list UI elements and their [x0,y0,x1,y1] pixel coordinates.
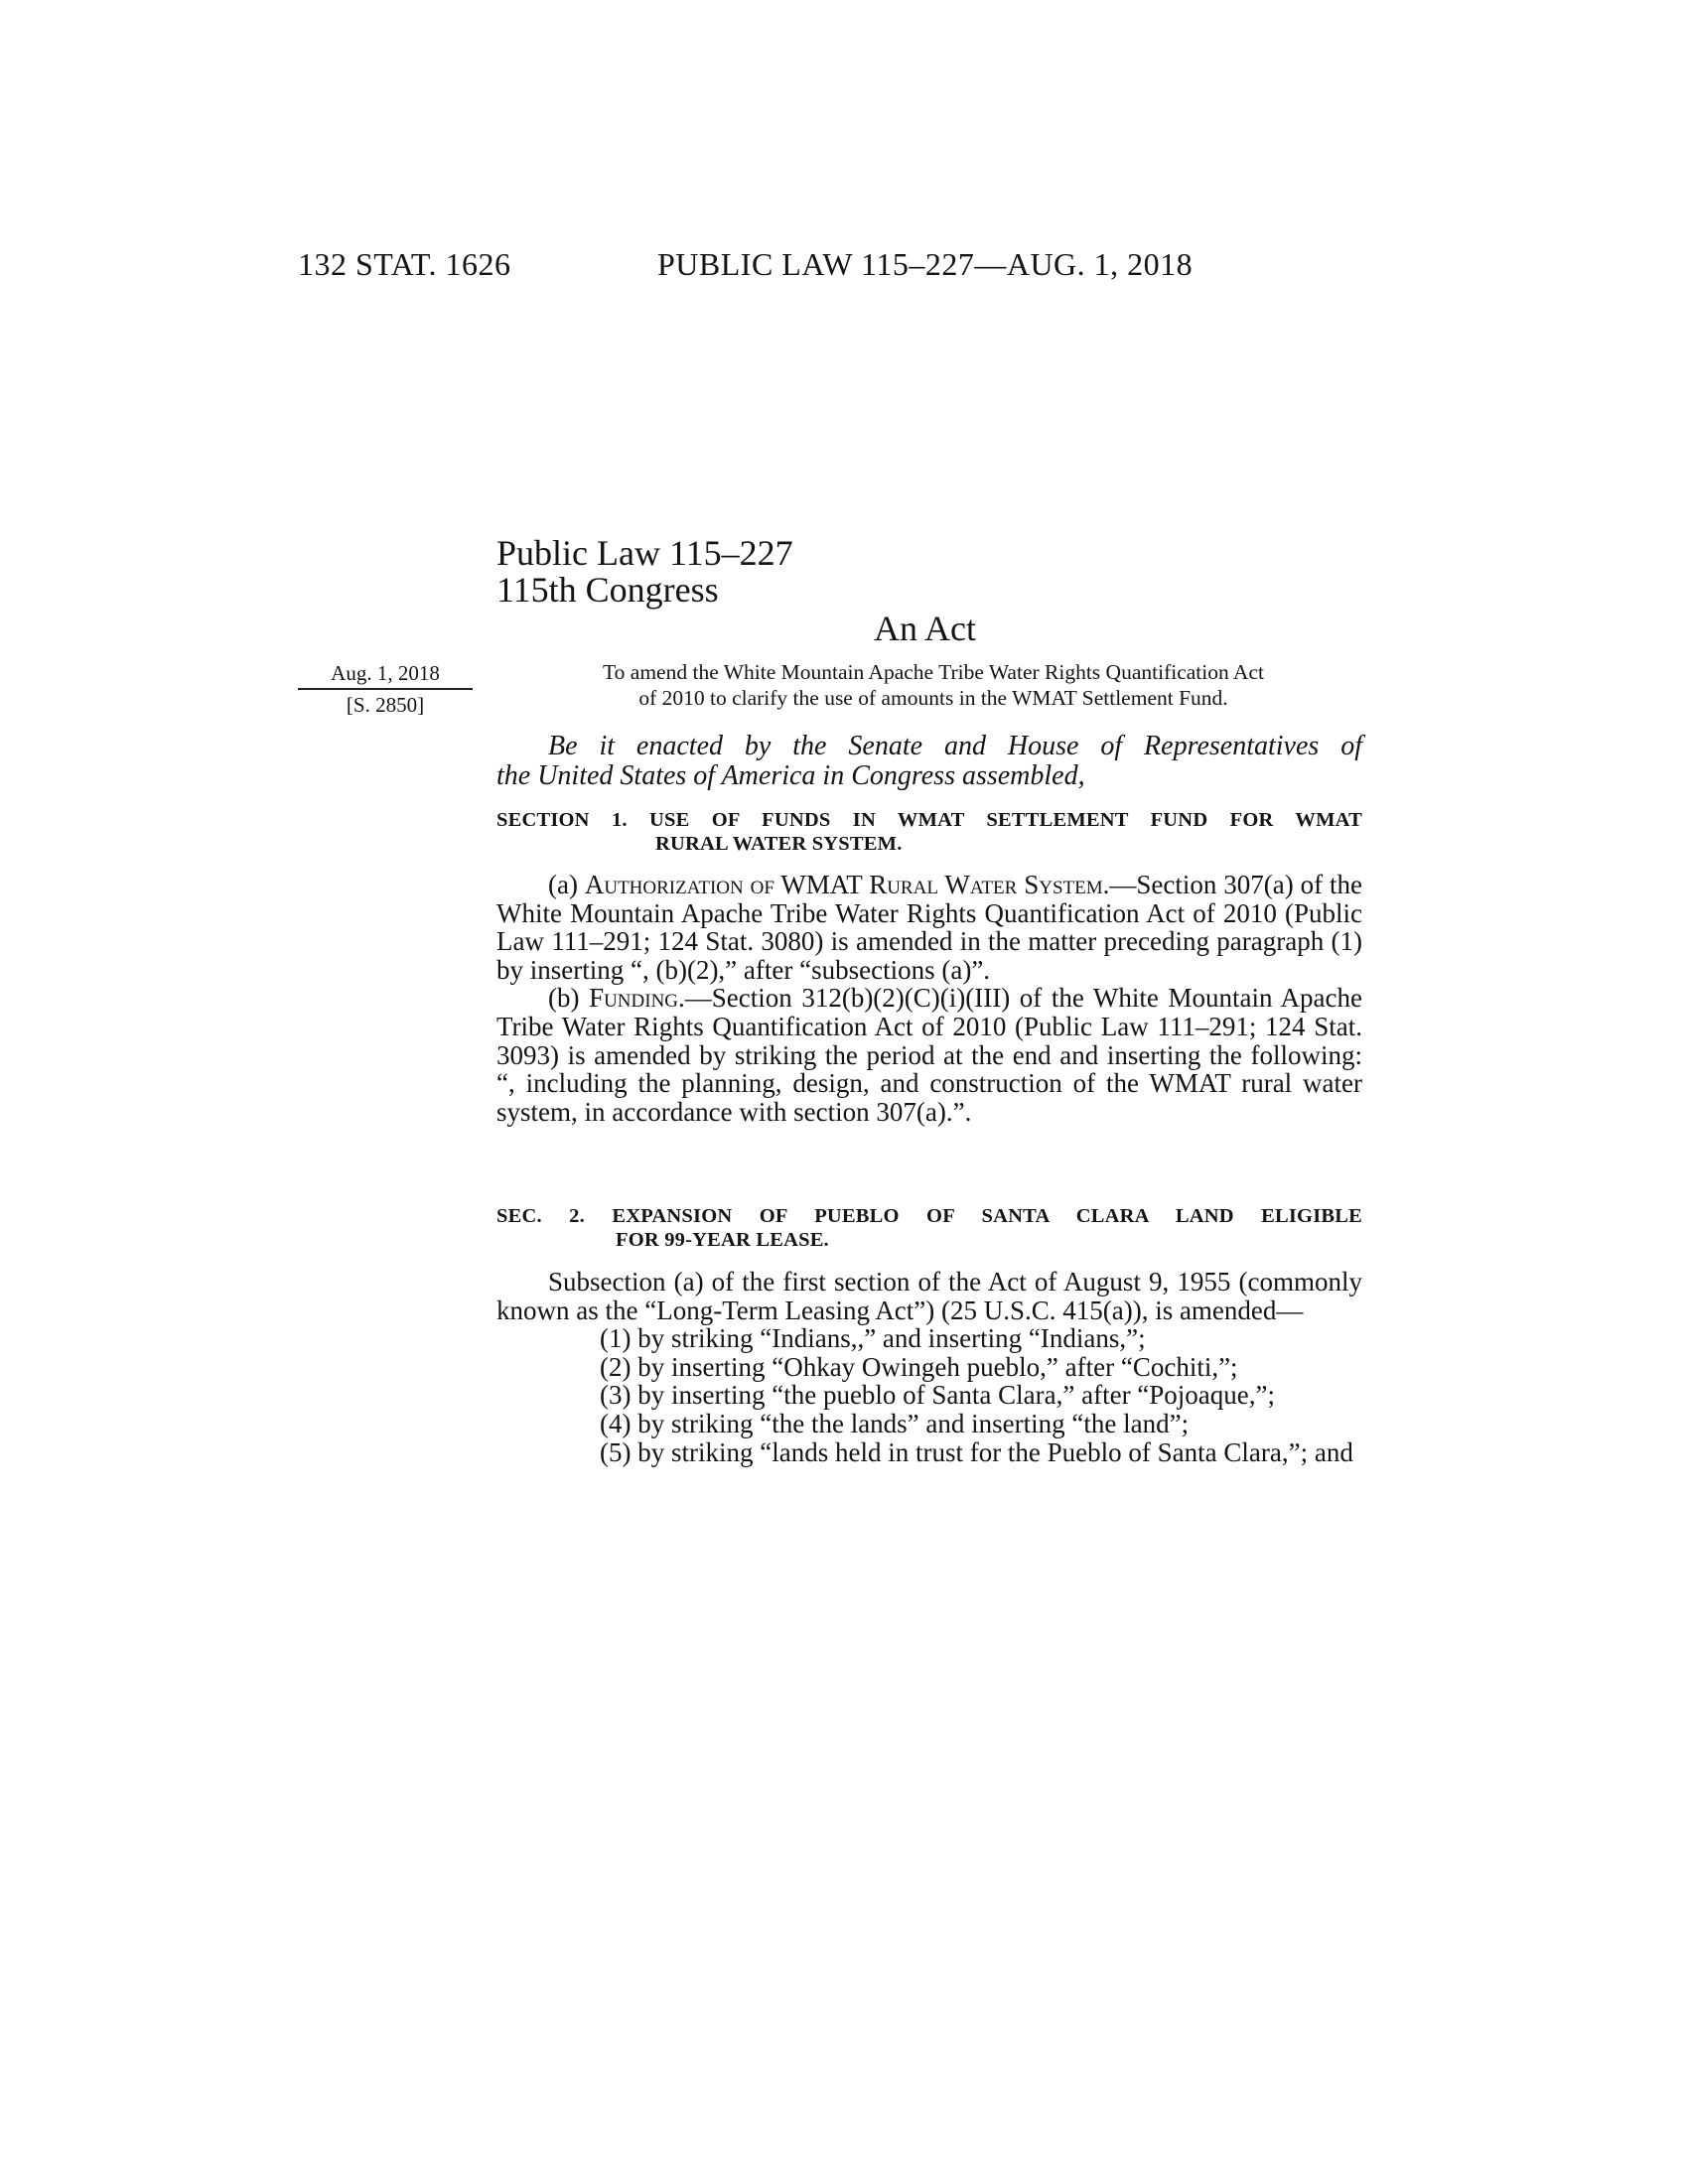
section-heading-line: SECTION 1. USE OF FUNDS IN WMAT SETTLEMENT FUND FOR WMAT [496,809,1362,831]
list-item: (1) by striking “Indians,,” and inserting “Indians,”; [600,1323,1146,1354]
page-reference: 132 STAT. 1626 [298,246,511,282]
section-2-intro: Subsection (a) of the first section of the Act of August 9, 1955 (commonly known as the “Long-Term Leasing Act”) (25 U.S.C. 415(a)), is amended— [496,1267,1362,1325]
subsection-text: .—Section 307(a) of the White Mountain Apache Tribe Water Rights Quantification Act of 2010 (Public Law 111–291; 124 Stat. 3080) is amended in the matter preceding paragraph (1) by inserting “, (b)(2),” after “subsections (a)”. [496,870,1362,985]
section-1-heading [496,808,1362,856]
enacting-line: the United States of America in Congress assembled, [496,760,1085,791]
law-number: Public Law 115–227 [496,533,793,573]
enacting-line: Be it enacted by the Senate and House of Representatives of [548,731,1362,761]
list-item: (4) by striking “the the lands” and inserting “the land”; [600,1408,1190,1438]
act-label: An Act [874,609,976,648]
margin-note [298,658,473,720]
list-item: (2) by inserting “Ohkay Owingeh pueblo,” after “Cochiti,”; [600,1351,1238,1382]
list-item: (5) by striking “lands held in trust for the Pueblo of Santa Clara,”; and [600,1436,1353,1467]
purpose-line: To amend the White Mountain Apache Tribe Water Rights Quantification Act [603,660,1264,684]
purpose-line: of 2010 to clarify the use of amounts in the WMAT Settlement Fund. [638,686,1228,710]
section-2-heading [496,1204,1362,1252]
act-purpose [536,659,1331,711]
enacting-clause [496,732,1362,791]
subsection-caption: Funding [589,983,679,1014]
subsection-a [496,871,1362,984]
congress-number: 115th Congress [496,570,719,610]
section-heading-line: FOR 99-YEAR LEASE. [616,1229,829,1251]
section-1-body [496,871,1362,1126]
enactment-date: Aug. 1, 2018 [331,661,440,685]
subsection-label: (a) [548,870,585,899]
subsection-label: (b) [548,983,590,1014]
section-2-body [496,1268,1362,1466]
subsection-text: .—Section 312(b)(2)(C)(i)(III) of the White Mountain Apache Tribe Water Rights Quantification Act of 2010 (Public Law 111–291; 124 Stat. 3093) is amended by striking the period at the end and inserting the following: “, including the planning, design, and construction of the WMAT rural water system, in accordance with section 307(a).”. [496,983,1363,1127]
list-item: (3) by inserting “the pueblo of Santa Clara,” after “Pojoaque,”; [600,1380,1276,1411]
subsection-b [496,984,1362,1126]
subsection-caption: Authorization of WMAT Rural Water System [584,870,1103,899]
bill-number: [S. 2850] [346,693,425,717]
section-heading-line: RURAL WATER SYSTEM. [655,833,903,855]
running-title: PUBLIC LAW 115–227—AUG. 1, 2018 [657,246,1194,282]
section-heading-line: SEC. 2. EXPANSION OF PUEBLO OF SANTA CLARA LAND ELIGIBLE [496,1205,1362,1227]
